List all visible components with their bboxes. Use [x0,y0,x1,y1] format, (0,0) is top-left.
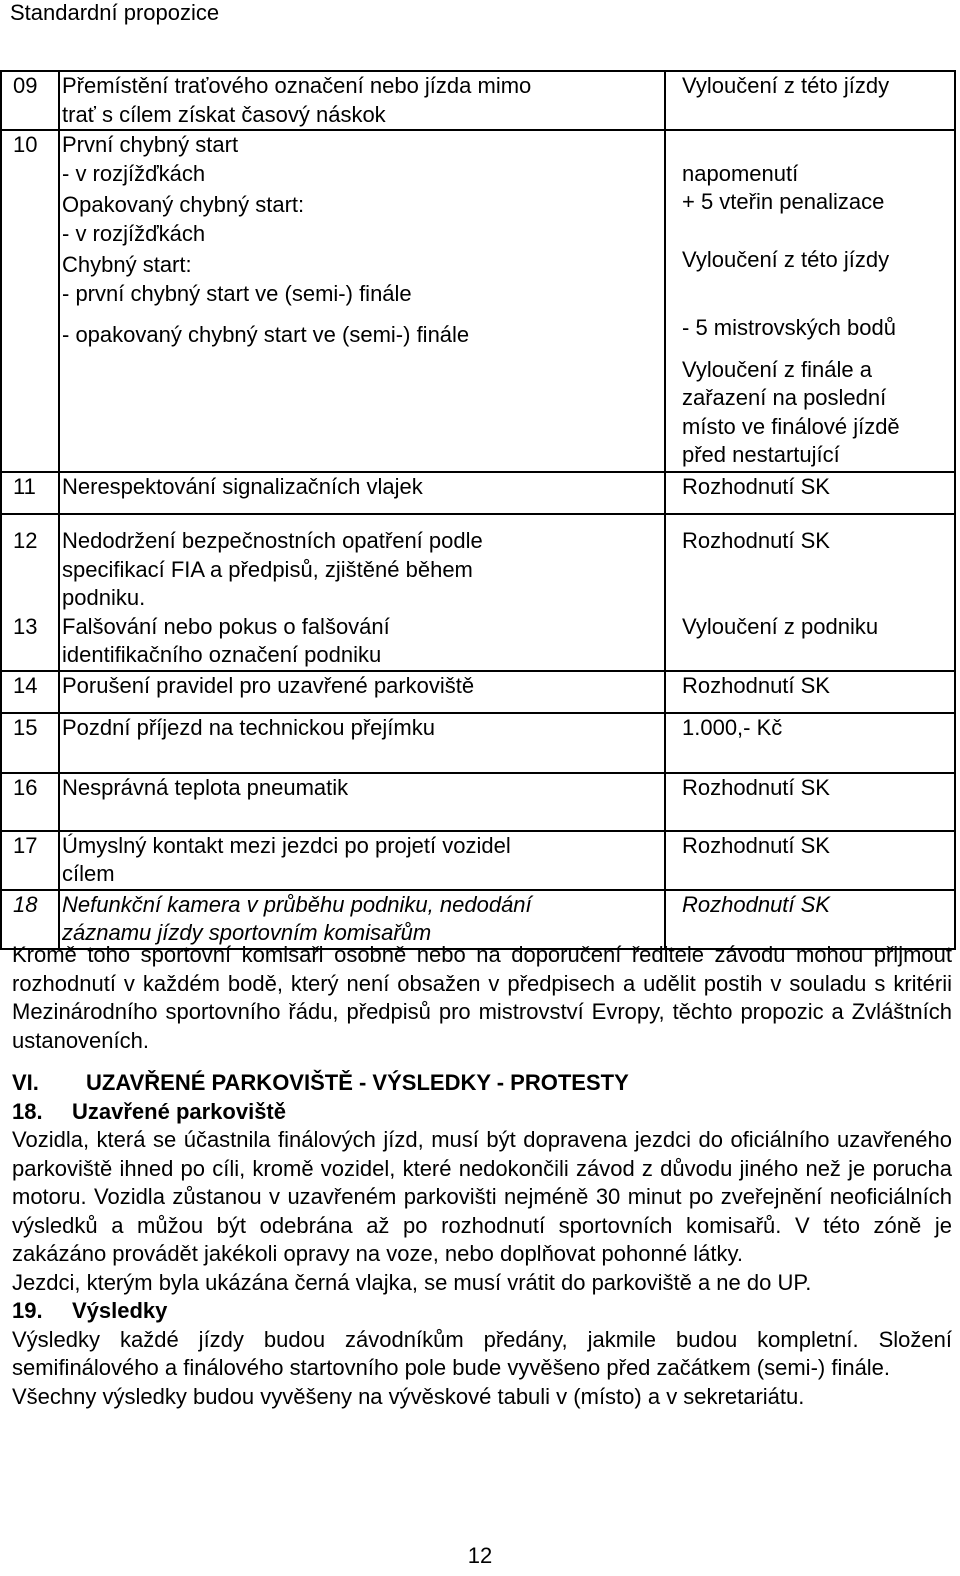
row-penalty: Rozhodnutí SK [665,671,955,713]
row-penalty: 1.000,- Kč [665,713,955,773]
subsection-heading-18: 18. Uzavřené parkoviště [12,1098,286,1124]
row-penalty: Rozhodnutí SK [665,831,955,890]
page-header: Standardní propozice [10,0,220,25]
row-description: Falšování nebo pokus o falšování identifikačního označení podniku [59,613,665,671]
row-number: 14 [1,671,59,713]
body-text [12,941,952,1411]
subsection-heading-19: 19. Výsledky [12,1298,168,1323]
row-penalty: napomenutí + 5 vteřin penalizace Vyloučení z této jízdy - 5 mistrovských bodů Vyloučení z finále a zařazení na poslední místo ve finálové jízdě před nestartující [665,130,955,472]
table-row [1,831,955,890]
row-number: 16 [1,773,59,831]
paragraph: Vozidla, která se účastnila finálových jízd, musí být dopravena jezdci do oficiálního uzavřeného parkoviště ihned po cíli, kromě vozidel, které nedokončili závod z důvodu jiného než je porucha motoru. Vozidla zůstanou v uzavřeném parkovišti nejméně 30 minut po zveřejnění neoficiálních výsledků a můžou být odebrána až po rozhodnutí sportovních komisařů. V této zóně je zakázáno provádět jakékoli opravy na voze, nebo doplňovat pohonné látky. [12,1127,952,1266]
paragraph: Výsledky každé jízdy budou závodníkům předány, jakmile budou kompletní. Složení semifinálového a finálového startovního pole bude vyvěšeno před začátkem (semi-) finále. [12,1326,952,1380]
row-description: Přemístění traťového označení nebo jízda mimo trať s cílem získat časový náskok [59,71,665,130]
row-description: Nedodržení bezpečnostních opatření podle specifikací FIA a předpisů, zjištěné během podniku. [59,514,665,613]
row-penalty: Rozhodnutí SK [665,514,955,613]
row-penalty: Vyloučení z této jízdy [665,71,955,130]
row-penalty: Rozhodnutí SK [665,773,955,831]
section-heading: VI. UZAVŘENÉ PARKOVIŠTĚ - VÝSLEDKY - PROTESTY [12,1070,629,1095]
row-number: 15 [1,713,59,773]
table-row [1,130,955,472]
row-number: 13 [1,613,59,671]
row-description: Nerespektování signalizačních vlajek [59,472,665,514]
table-row [1,71,955,130]
table-row [1,514,955,613]
row-description: Úmyslný kontakt mezi jezdci po projetí vozidel cílem [59,831,665,890]
row-penalty: Rozhodnutí SK [665,472,955,514]
row-number: 11 [1,472,59,514]
penalty-table [0,70,956,950]
table-row [1,713,955,773]
table-row [1,890,955,949]
table-row [1,671,955,713]
row-description: Pozdní příjezd na technickou přejímku [59,713,665,773]
page-number: 12 [467,1543,493,1568]
row-description: První chybný start - v rozjížďkách Opakovaný chybný start: - v rozjížďkách Chybný start: - první chybný start ve (semi-) finále - opakovaný chybný start ve (semi-) finále [59,130,665,472]
row-description: Nefunkční kamera v průběhu podniku, nedodání záznamu jízdy sportovním komisařům [59,890,665,949]
row-number: 12 [1,514,59,613]
row-number: 10 [1,130,59,472]
paragraph: Jezdci, kterým byla ukázána černá vlajka, se musí vrátit do parkoviště a ne do UP. [12,1269,812,1295]
row-description: Porušení pravidel pro uzavřené parkoviště [59,671,665,713]
row-description: Nesprávná teplota pneumatik [59,773,665,831]
row-number: 17 [1,831,59,890]
row-number: 09 [1,71,59,130]
table-row [1,472,955,514]
table-row [1,613,955,671]
row-penalty: Rozhodnutí SK [665,890,955,949]
row-penalty: Vyloučení z podniku [665,613,955,671]
paragraph: Všechny výsledky budou vyvěšeny na vývěskové tabuli v (místo) a v sekretariátu. [12,1383,805,1409]
paragraph: Kromě toho sportovní komisaři osobně nebo na doporučení ředitele závodu mohou přijmout rozhodnutí v každém bodě, který není obsažen v předpisech a udělit postih v souladu s kritérii Mezinárodního sportovního řádu, předpisů pro mistrovství Evropy, těchto propozic a Zvláštních ustanoveních. [12,942,952,1053]
row-number: 18 [1,890,59,949]
table-row [1,773,955,831]
